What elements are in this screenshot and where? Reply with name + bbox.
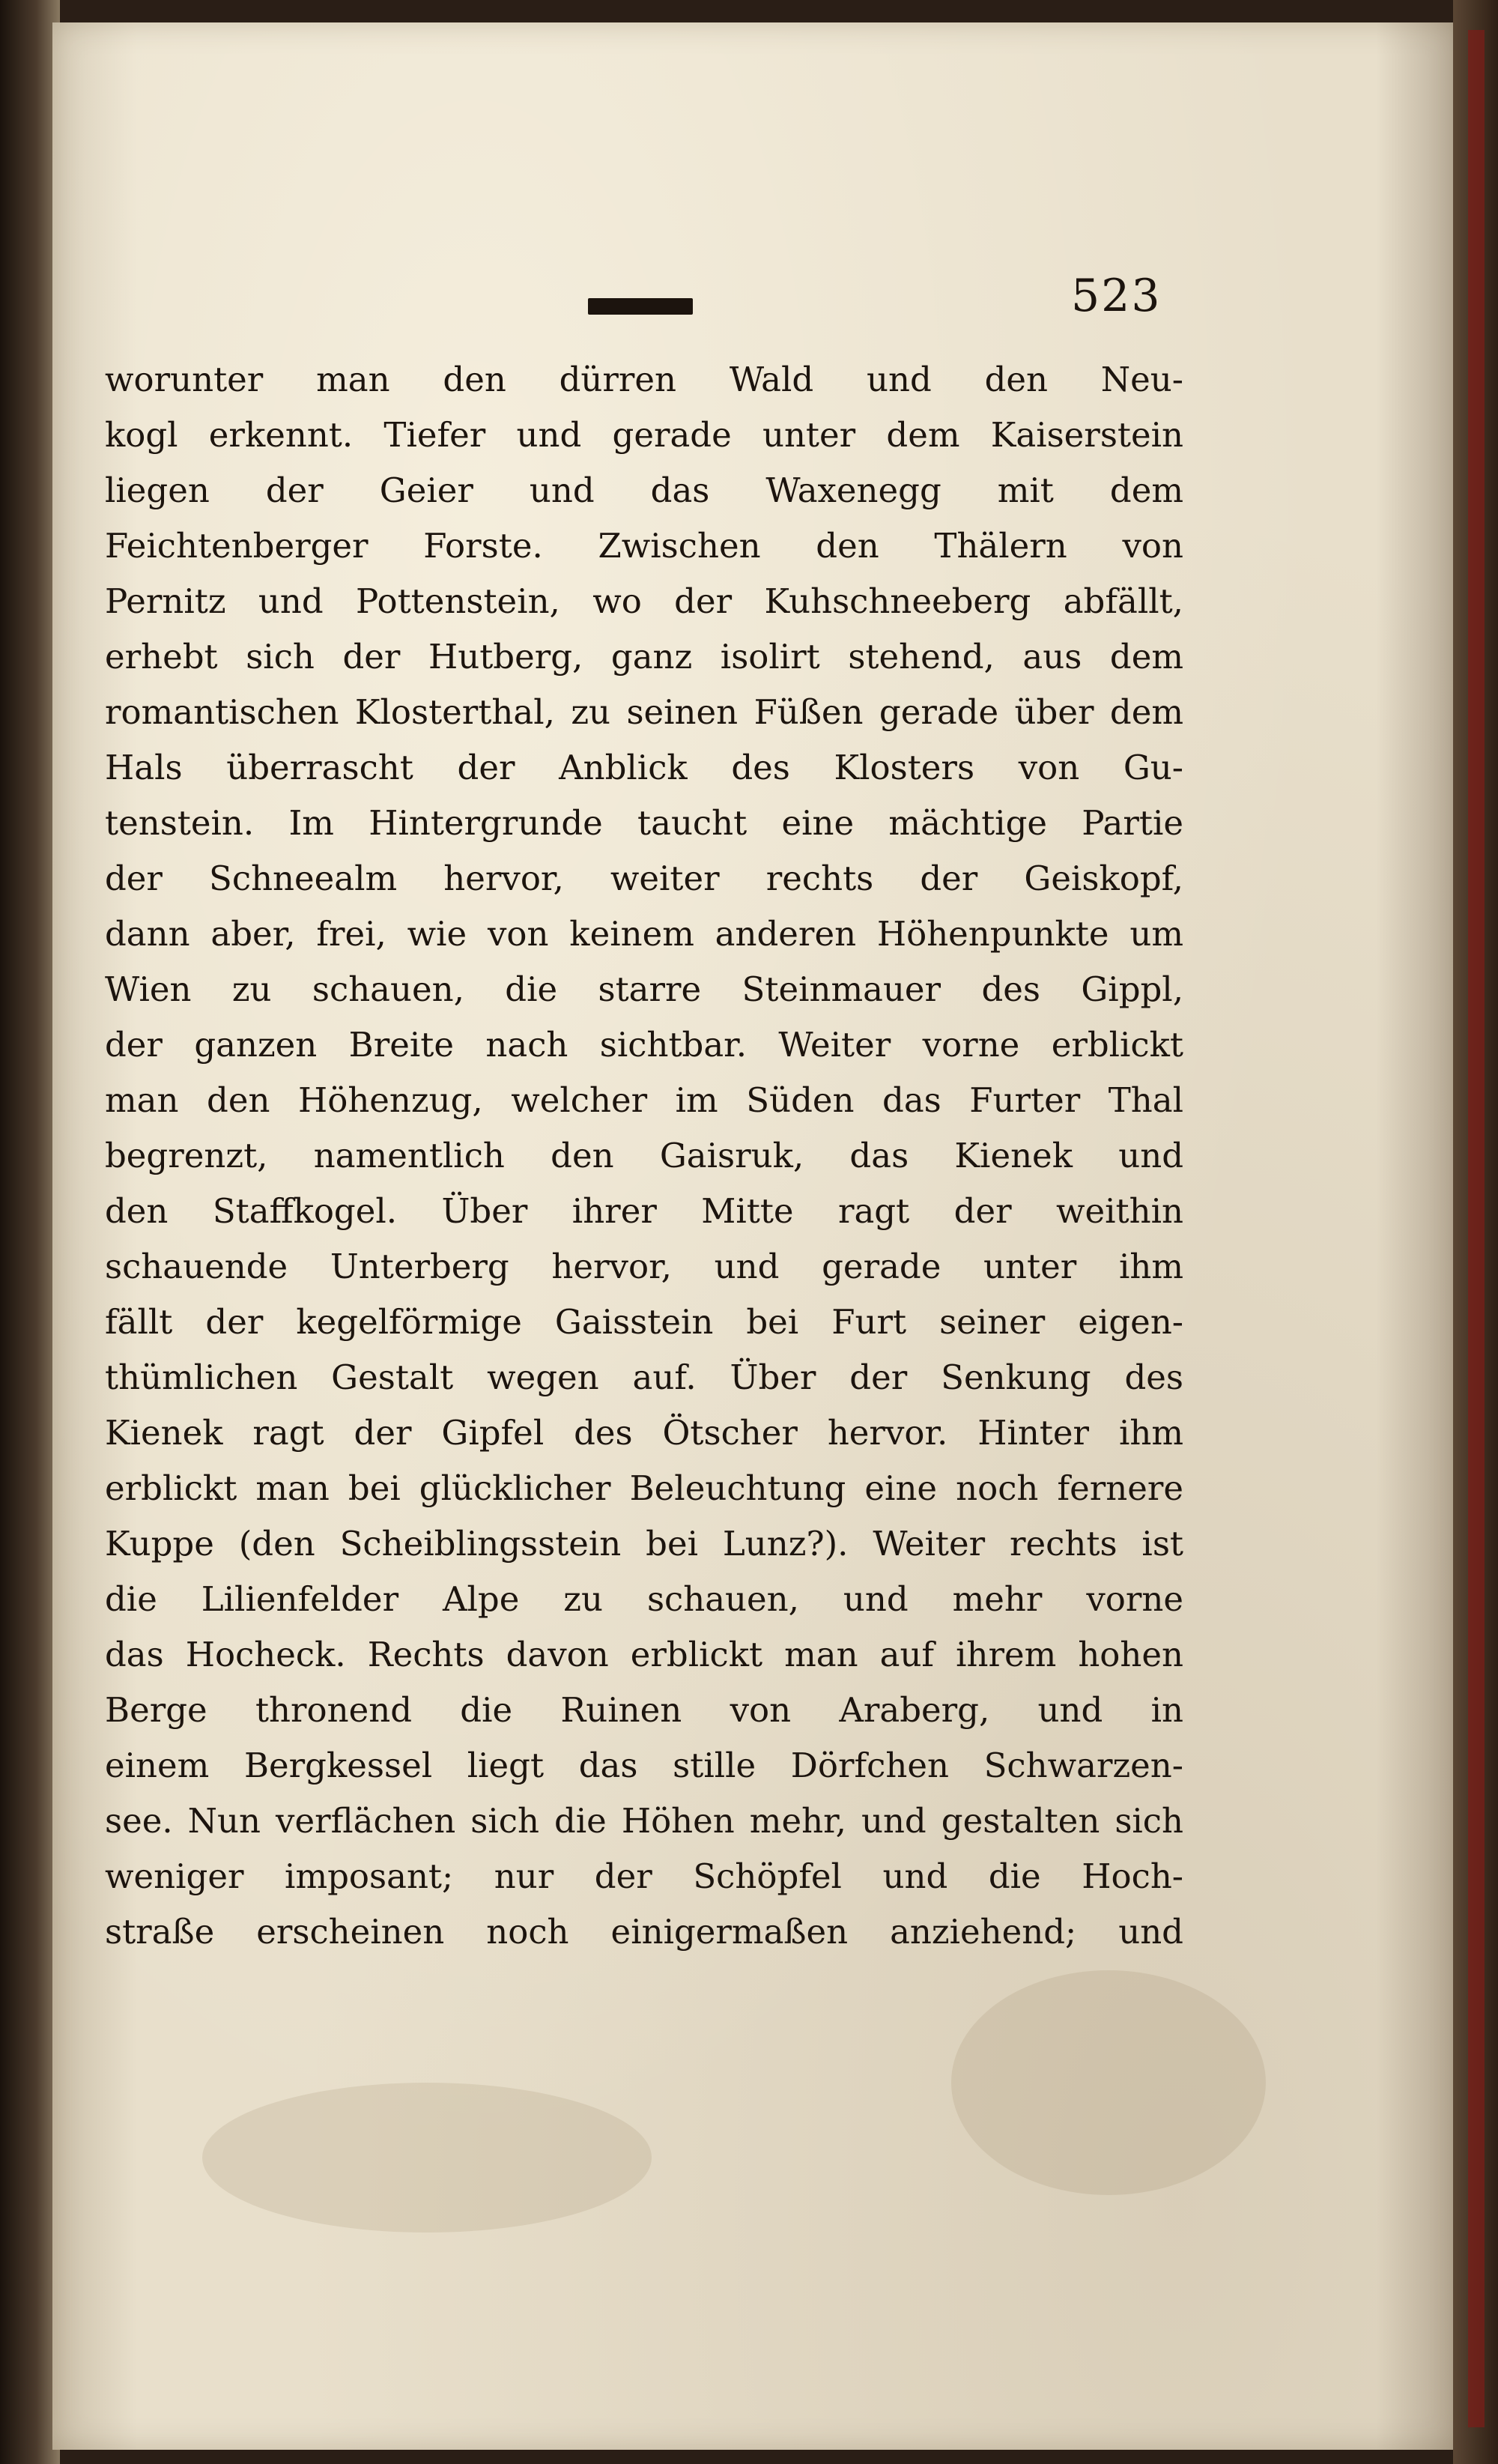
text-line: Feichtenberger Forste. Zwischen den Thälern von (105, 526, 1183, 566)
text-line: weniger imposant; nur der Schöpfel und die Hoch- (105, 1856, 1183, 1896)
text-line: man den Höhenzug, welcher im Süden das Furter Thal (105, 1080, 1183, 1120)
text-line: fällt der kegelförmige Gaisstein bei Furt seiner eigen- (105, 1302, 1183, 1342)
text-line: der ganzen Breite nach sichtbar. Weiter vorne erblickt (105, 1025, 1183, 1065)
text-line: worunter man den dürren Wald und den Neu- (105, 360, 1183, 399)
paper-stain (951, 1970, 1266, 2195)
book-cover-edge (1468, 30, 1485, 2427)
text-line: romantischen Klosterthal, zu seinen Füßen gerade über dem (105, 692, 1183, 732)
text-line: Berge thronend die Ruinen von Araberg, und in (105, 1690, 1183, 1730)
text-line: schauende Unterberg hervor, und gerade unter ihm (105, 1247, 1183, 1286)
text-line: dann aber, frei, wie von keinem anderen Höhenpunkte um (105, 914, 1183, 954)
text-line: tenstein. Im Hintergrunde taucht eine mächtige Partie (105, 803, 1183, 843)
text-line: den Staffkogel. Über ihrer Mitte ragt der weithin (105, 1191, 1183, 1231)
text-line: das Hocheck. Rechts davon erblickt man auf ihrem hohen (105, 1635, 1183, 1674)
text-line: Hals überrascht der Anblick des Klosters von Gu- (105, 748, 1183, 787)
text-line: die Lilienfelder Alpe zu schauen, und mehr vorne (105, 1579, 1183, 1619)
text-line: Kuppe (den Scheiblingsstein bei Lunz?). Weiter rechts ist (105, 1524, 1183, 1564)
text-line: Kienek ragt der Gipfel des Ötscher hervor. Hinter ihm (105, 1413, 1183, 1453)
body-text (105, 352, 1183, 1960)
text-line: thümlichen Gestalt wegen auf. Über der Senkung des (105, 1357, 1183, 1397)
text-line: erhebt sich der Hutberg, ganz isolirt stehend, aus dem (105, 637, 1183, 676)
text-line: Pernitz und Pottenstein, wo der Kuhschneeberg abfällt, (105, 581, 1183, 621)
text-line: der Schneealm hervor, weiter rechts der Geiskopf, (105, 859, 1183, 898)
paper-stain (202, 2083, 652, 2233)
text-line: kogl erkennt. Tiefer und gerade unter dem Kaiserstein (105, 415, 1183, 455)
text-line: begrenzt, namentlich den Gaisruk, das Kienek und (105, 1136, 1183, 1175)
text-line: Wien zu schauen, die starre Steinmauer des Gippl, (105, 969, 1183, 1009)
page-number: 523 (1071, 270, 1162, 322)
text-line: erblickt man bei glücklicher Beleuchtung eine noch fernere (105, 1468, 1183, 1508)
book-spine-shadow (0, 0, 60, 2464)
text-line: liegen der Geier und das Waxenegg mit dem (105, 470, 1183, 510)
text-line: see. Nun verflächen sich die Höhen mehr, und gestalten sich (105, 1801, 1183, 1841)
text-line: straße erscheinen noch einigermaßen anziehend; und (105, 1912, 1183, 1952)
text-line: einem Bergkessel liegt das stille Dörfchen Schwarzen- (105, 1746, 1183, 1785)
header-rule (588, 298, 693, 315)
